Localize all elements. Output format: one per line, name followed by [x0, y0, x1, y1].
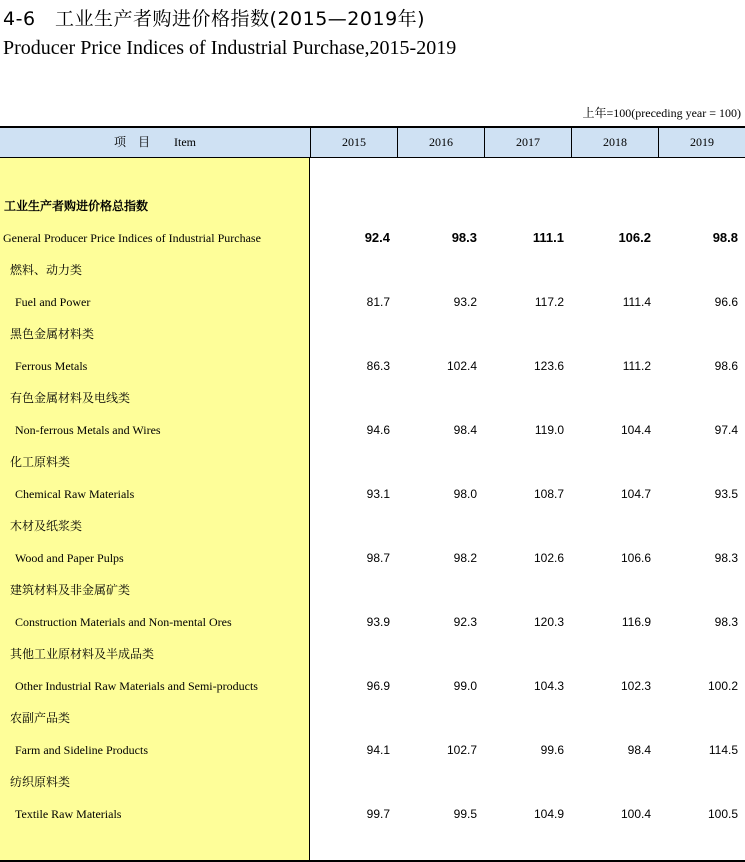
row-label-en: Chemical Raw Materials	[15, 487, 135, 501]
value-cell-2018: 111.4	[622, 295, 651, 309]
table-row	[0, 478, 745, 510]
value-cell-2018: 98.4	[627, 743, 651, 757]
table-row-cn	[0, 510, 745, 542]
value-cell-2015: 86.3	[366, 359, 390, 373]
row-label-cn: 建筑材料及非金属矿类	[10, 583, 131, 597]
header-year-2018: 2018	[571, 128, 658, 157]
header-year-2015: 2015	[310, 128, 397, 157]
unit-note: 上年=100(preceding year = 100)	[582, 106, 741, 120]
value-cell-2017: 117.2	[534, 295, 564, 309]
value-cell-2015: 81.7	[366, 295, 390, 309]
value-cell-2019: 98.8	[712, 230, 738, 245]
table-row-cn	[0, 382, 745, 414]
value-cell-2015: 96.9	[366, 679, 390, 693]
value-cell-2016: 92.3	[453, 615, 477, 629]
value-cell-2019: 114.5	[708, 743, 738, 757]
value-cell-2015: 93.1	[366, 487, 390, 501]
value-cell-2016: 98.4	[453, 423, 477, 437]
value-cell-2018: 104.7	[620, 487, 651, 501]
value-cell-2016: 98.0	[453, 487, 477, 501]
table-row	[0, 286, 745, 318]
value-cell-2017: 102.6	[533, 551, 564, 565]
value-cell-2017: 99.6	[540, 743, 564, 757]
value-cell-2015: 94.1	[366, 743, 390, 757]
value-cell-2019: 96.6	[714, 295, 738, 309]
value-cell-2016: 98.3	[451, 230, 477, 245]
value-cell-2019: 97.4	[714, 423, 738, 437]
table-row	[0, 350, 745, 382]
row-label-en: General Producer Price Indices of Industrial Purchase	[3, 231, 261, 245]
value-cell-2016: 99.5	[453, 807, 477, 821]
table-row-cn	[0, 638, 745, 670]
table-row	[0, 606, 745, 638]
table-row-cn	[0, 446, 745, 478]
table-row-cn	[0, 766, 745, 798]
table-row-cn	[0, 702, 745, 734]
header-year-2016: 2016	[397, 128, 484, 157]
value-cell-2017: 104.3	[533, 679, 564, 693]
table-header	[0, 128, 745, 158]
header-year-2017: 2017	[484, 128, 571, 157]
value-cell-2018: 104.4	[620, 423, 651, 437]
value-cell-2015: 98.7	[366, 551, 390, 565]
value-cell-2019: 98.3	[714, 615, 738, 629]
header-year-2019: 2019	[658, 128, 745, 157]
table-row-cn	[0, 574, 745, 606]
row-label-cn: 化工原料类	[10, 455, 71, 469]
table-row-cn	[0, 254, 745, 286]
value-cell-2017: 120.3	[533, 615, 564, 629]
page-title-cn: 4-6 工业生产者购进价格指数(2015—2019年)	[3, 8, 426, 30]
header-item: 项 目 Item	[114, 135, 196, 149]
value-cell-2015: 99.7	[366, 807, 390, 821]
row-label-cn: 有色金属材料及电线类	[10, 391, 131, 405]
row-label-cn: 纺织原料类	[10, 775, 71, 789]
row-label-en: Ferrous Metals	[15, 359, 88, 373]
value-cell-2019: 100.5	[707, 807, 738, 821]
value-cell-2018: 102.3	[620, 679, 651, 693]
row-label-cn: 黑色金属材料类	[10, 327, 95, 341]
row-label-cn: 燃料、动力类	[10, 263, 83, 277]
page-title-en: Producer Price Indices of Industrial Purchase,2015-2019	[3, 37, 457, 59]
value-cell-2019: 100.2	[707, 679, 738, 693]
value-cell-2019: 98.3	[714, 551, 738, 565]
row-label-en: Fuel and Power	[15, 295, 91, 309]
value-cell-2018: 100.4	[620, 807, 651, 821]
value-cell-2017: 104.9	[533, 807, 564, 821]
table-row	[0, 414, 745, 446]
row-label-cn: 其他工业原材料及半成品类	[10, 647, 155, 661]
value-cell-2017: 123.6	[533, 359, 564, 373]
table-row	[0, 222, 745, 254]
value-cell-2018: 116.9	[621, 615, 651, 629]
row-label-en: Textile Raw Materials	[15, 807, 122, 821]
row-label-cn: 工业生产者购进价格总指数	[4, 199, 149, 213]
value-cell-2015: 94.6	[366, 423, 390, 437]
value-cell-2018: 106.6	[620, 551, 651, 565]
value-cell-2019: 98.6	[714, 359, 738, 373]
row-label-en: Wood and Paper Pulps	[15, 551, 124, 565]
row-label-en: Farm and Sideline Products	[15, 743, 148, 757]
row-label-en: Construction Materials and Non-mental Ores	[15, 615, 232, 629]
row-label-cn: 农副产品类	[10, 711, 71, 725]
value-cell-2017: 111.1	[532, 230, 564, 245]
value-cell-2016: 102.7	[446, 743, 477, 757]
price-index-table	[0, 126, 745, 862]
value-cell-2019: 93.5	[714, 487, 738, 501]
value-cell-2016: 99.0	[453, 679, 477, 693]
value-cell-2016: 98.2	[453, 551, 477, 565]
value-cell-2015: 92.4	[364, 230, 390, 245]
table-row	[0, 798, 745, 830]
row-label-cn: 木材及纸浆类	[10, 519, 83, 533]
table-row	[0, 670, 745, 702]
value-cell-2016: 93.2	[453, 295, 477, 309]
row-label-en: Other Industrial Raw Materials and Semi-products	[15, 679, 258, 693]
value-cell-2017: 108.7	[533, 487, 564, 501]
value-cell-2018: 106.2	[618, 230, 651, 245]
value-cell-2018: 111.2	[622, 359, 651, 373]
value-cell-2015: 93.9	[366, 615, 390, 629]
value-cell-2017: 119.0	[534, 423, 564, 437]
value-cell-2016: 102.4	[446, 359, 477, 373]
table-row-cn	[0, 190, 745, 222]
table-row	[0, 542, 745, 574]
table-row	[0, 734, 745, 766]
row-label-en: Non-ferrous Metals and Wires	[15, 423, 161, 437]
table-row-cn	[0, 318, 745, 350]
